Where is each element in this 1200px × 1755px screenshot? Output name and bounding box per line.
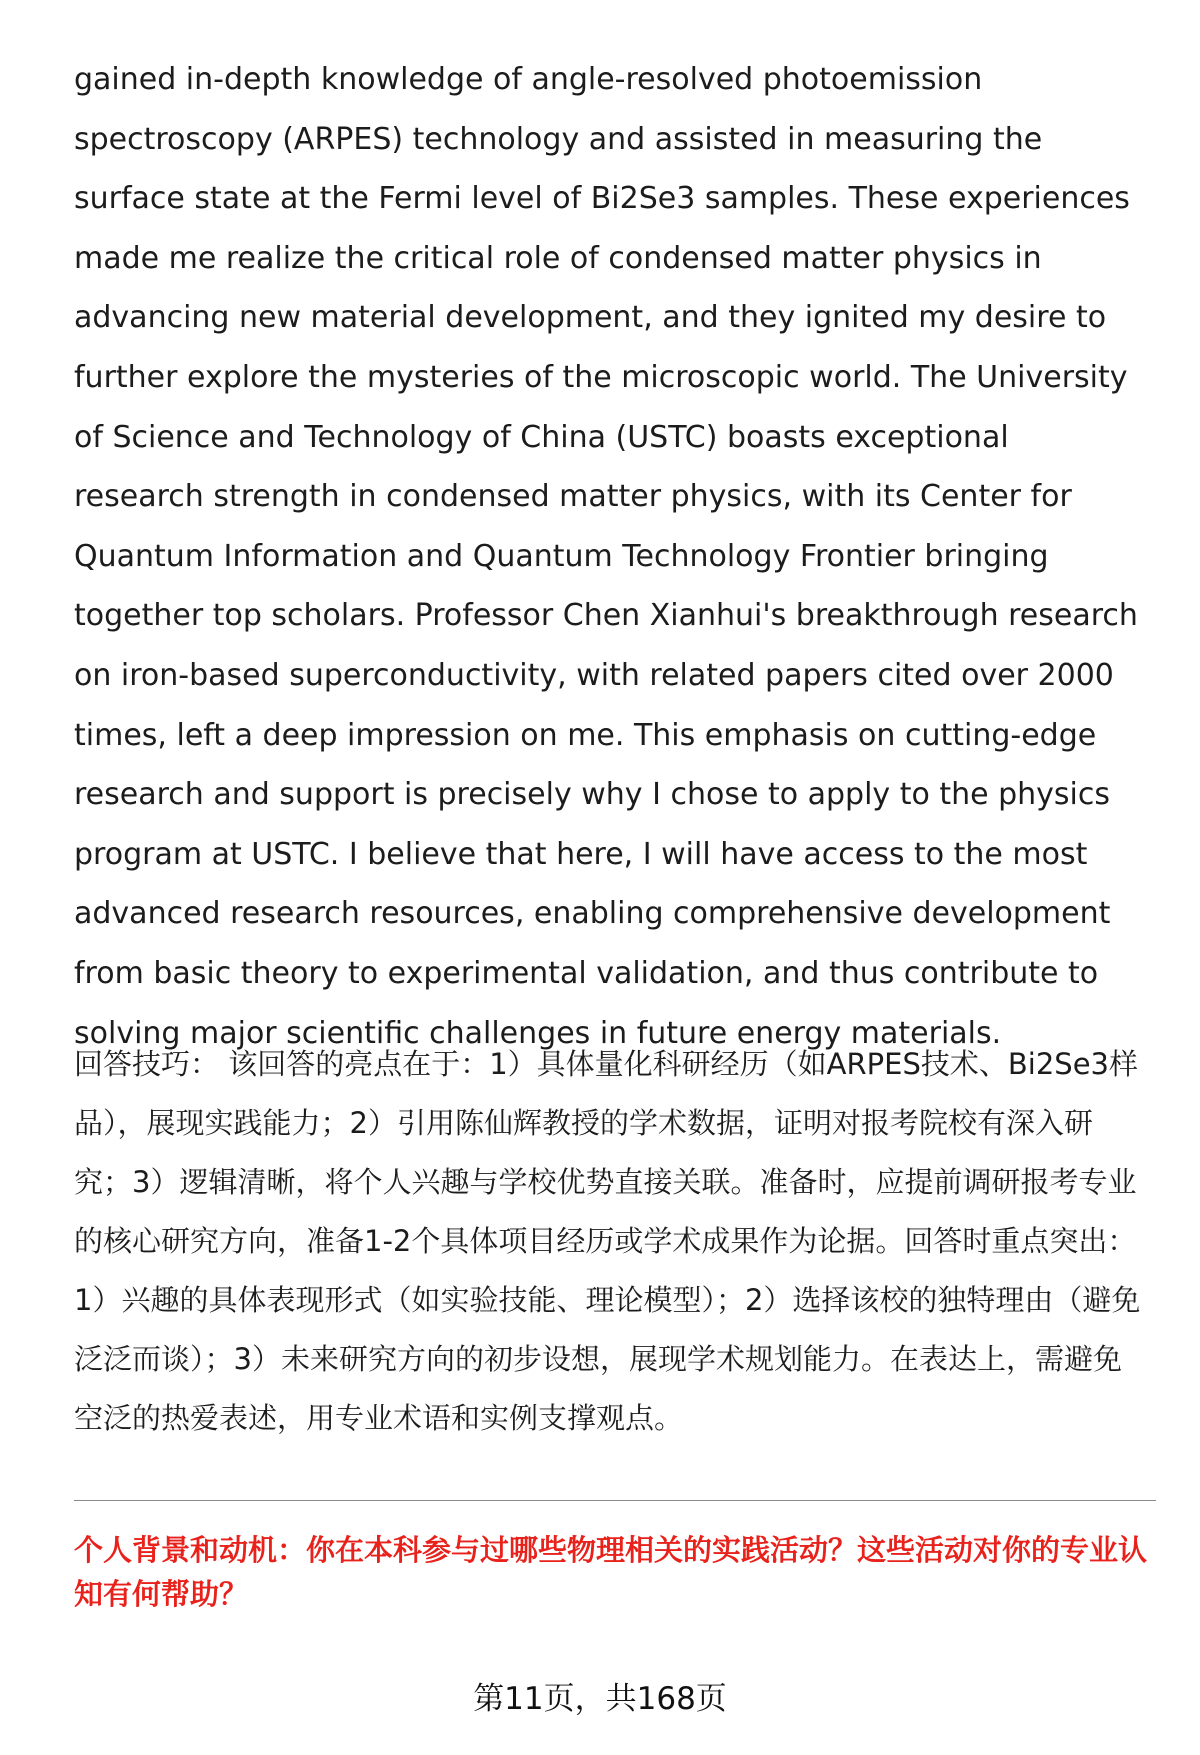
section-divider (74, 1500, 1156, 1501)
page-number-footer: 第11页，共168页 (473, 1681, 727, 1717)
interview-question-heading: 个人背景和动机：你在本科参与过哪些物理相关的实践活动？这些活动对你的专业认知有何帮助？ (74, 1533, 1148, 1611)
answer-paragraph: gained in-depth knowledge of angle-resolved photoemission spectroscopy (ARPES) technology and assisted in measuring the surface state at the Fermi level of Bi2Se3 samples. These experiences made me realize the critical role of condensed matter physics in advancing new material development, and they ignited my desire to further explore the mysteries of the microscopic world. The University of Science and Technology of China (USTC) boasts exceptional research strength in condensed matter physics, with its Center for Quantum Information and Quantum Technology Frontier bringing together top scholars. Professor Chen Xianhui's breakthrough research on iron-based superconductivity, with related papers cited over 2000 times, left a deep impression on me. This emphasis on cutting-edge research and support is precisely why I chose to apply to the physics program at USTC. I believe that here, I will have access to the most advanced research resources, enabling comprehensive development from basic theory to experimental validation, and thus contribute to solving major scientific challenges in future energy materials. (74, 62, 1138, 1051)
answer-section (74, 50, 1144, 1063)
answer-tips-paragraph: 回答技巧： 该回答的亮点在于：1）具体量化科研经历（如ARPES技术、Bi2Se3样品），展现实践能力；2）引用陈仙辉教授的学术数据，证明对报考院校有深入研究；3）逻辑清晰，将个人兴趣与学校优势直接关联。准备时，应提前调研报考专业的核心研究方向，准备1-2个具体项目经历或学术成果作为论据。回答时重点突出：1）兴趣的具体表现形式（如实验技能、理论模型）；2）选择该校的独特理由（避免泛泛而谈）；3）未来研究方向的初步设想，展现学术规划能力。在表达上，需避免空泛的热爱表述，用专业术语和实例支撑观点。 (74, 1047, 1141, 1435)
